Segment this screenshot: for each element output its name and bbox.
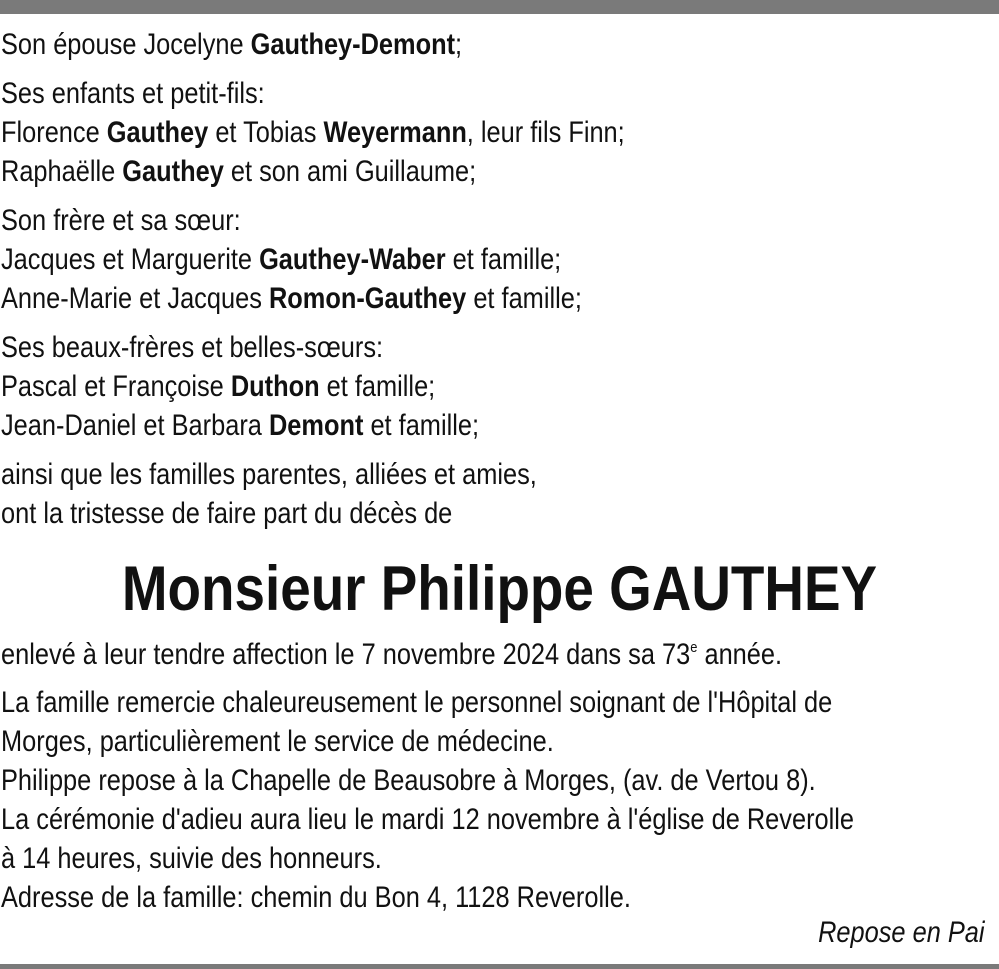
deceased-name: Monsieur Philippe GAUTHEY (121, 554, 878, 624)
children-line: Raphaëlle Gauthey et son ami Guillaume; (1, 155, 477, 188)
inlaws-line: Jean-Daniel et Barbara Demont et famille; (1, 409, 480, 442)
repose-line: Philippe repose à la Chapelle de Beausobre à Morges, (av. de Vertou 8). (1, 764, 816, 797)
inlaws-line: Pascal et Françoise Duthon et famille; (1, 370, 436, 403)
thanks-line: Morges, particulièrement le service de médecine. (1, 725, 554, 758)
intro-line: ainsi que les familles parentes, alliées et amies, (1, 458, 537, 491)
spouse-line: Son épouse Jocelyne Gauthey-Demont; (1, 28, 463, 61)
ceremony-line: La cérémonie d'adieu aura lieu le mardi 12 novembre à l'église de Reverolle (1, 803, 855, 836)
spouse-surname: Gauthey-Demont (250, 28, 456, 61)
inlaws-heading: Ses beaux-frères et belles-sœurs: (1, 331, 384, 364)
top-rule (0, 0, 999, 14)
thanks-line: La famille remercie chaleureusement le personnel soignant de l'Hôpital de (1, 686, 833, 719)
address-line: Adresse de la famille: chemin du Bon 4, 1128 Reverolle. (1, 881, 631, 914)
children-heading: Ses enfants et petit-fils: (1, 77, 265, 110)
ceremony-line: à 14 heures, suivie des honneurs. (1, 842, 382, 875)
siblings-line: Anne-Marie et Jacques Romon-Gauthey et famille; (1, 282, 582, 315)
intro-line: ont la tristesse de faire part du décès de (1, 497, 453, 530)
siblings-line: Jacques et Marguerite Gauthey-Waber et famille; (1, 243, 562, 276)
obituary-body (1, 25, 998, 917)
death-line: enlevé à leur tendre affection le 7 novembre 2024 dans sa 73e année. (1, 638, 783, 671)
children-line: Florence Gauthey et Tobias Weyermann, leur fils Finn; (1, 116, 625, 149)
siblings-heading: Son frère et sa sœur: (1, 204, 241, 237)
bottom-rule (0, 964, 999, 969)
closing-phrase: Repose en Pai (818, 916, 985, 949)
